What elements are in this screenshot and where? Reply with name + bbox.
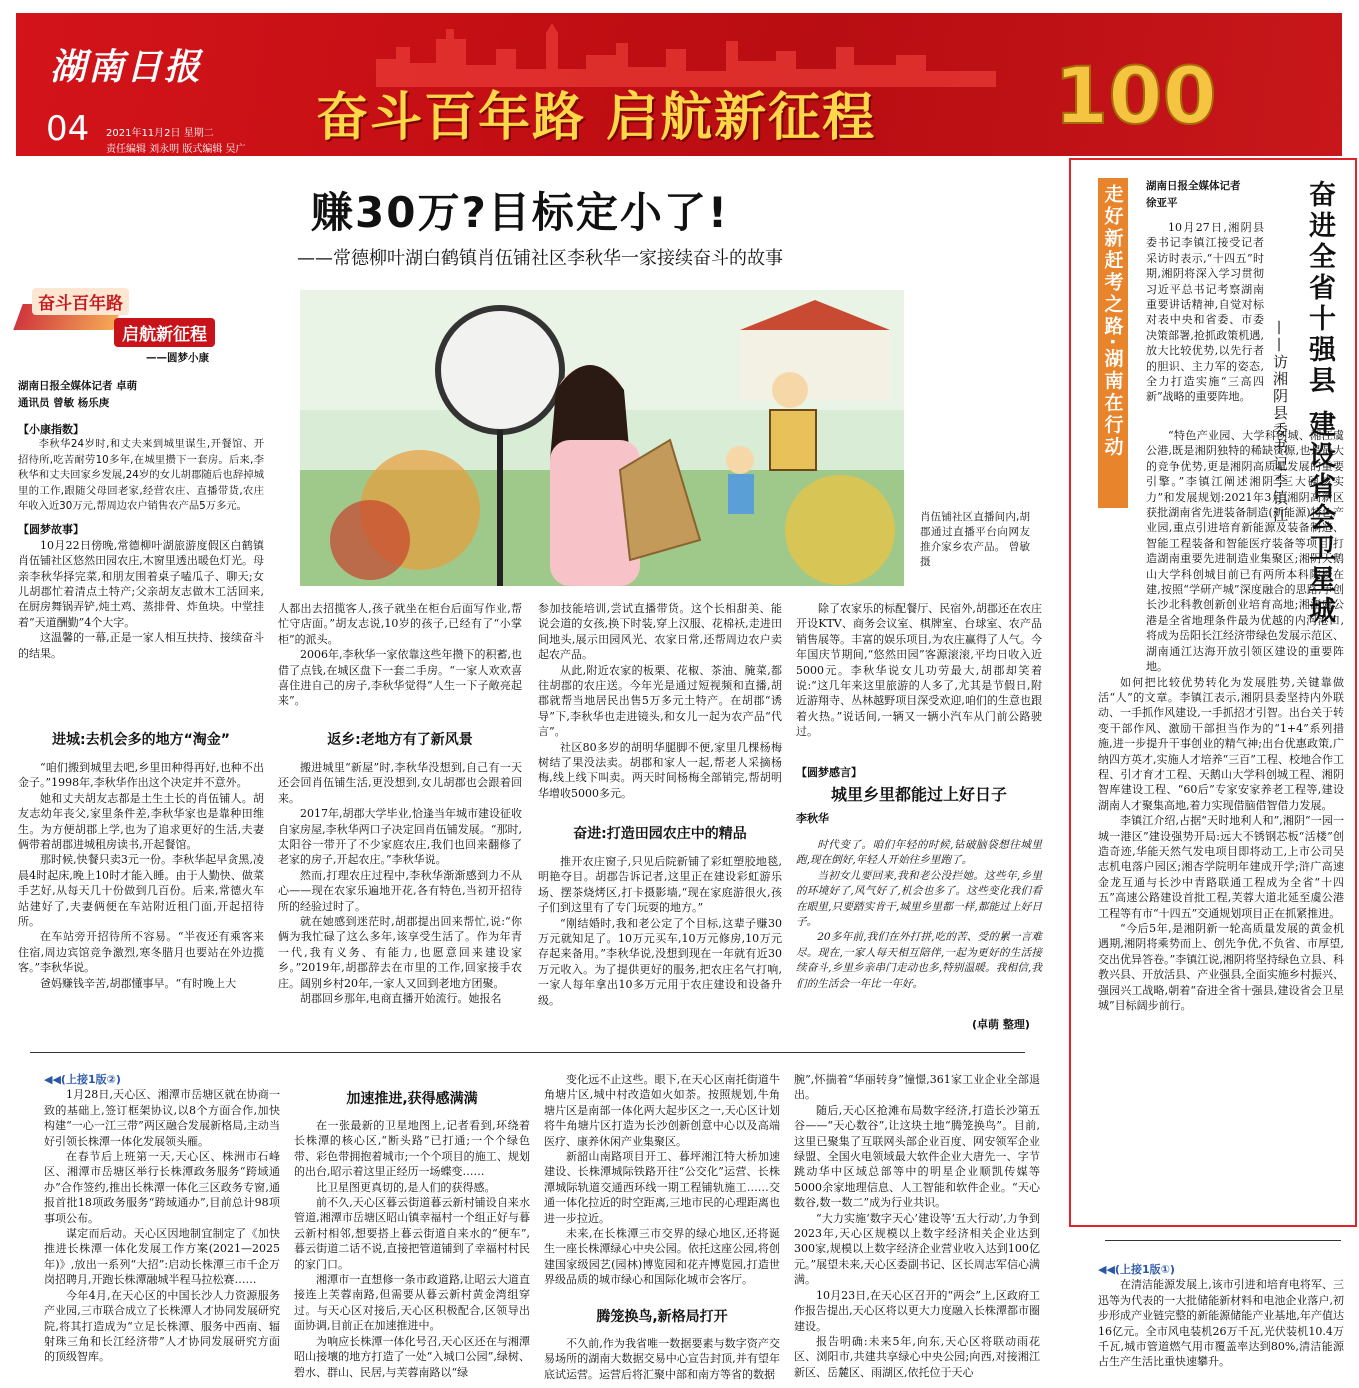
paragraph: 为响应长株潭一体化号召,天心区还在与湘潭昭山接壤的地方打造了一处“入城口公园”,绿树、碧水、群山、民居,与芙蓉南路以“绿 (294, 1334, 530, 1379)
paragraph: 人都出去招揽客人,孩子就坐在柜台后面写作业,帮忙守店面。”胡友志说,10岁的孩子,已经有了“小掌柜”的派头。 (278, 602, 522, 646)
side-col-body (1098, 428, 1344, 1218)
article-col-1-top (18, 378, 264, 670)
subheading-b3: 腾笼换鸟,新格局打开 (596, 1309, 728, 1325)
paragraph: 新韶山南路项目开工、暮坪湘江特大桥加速建设、长株潭城际铁路开往“公交化”运营、长株潭城际轨道交通西环线一期工程铺轨施工……交通一体化拉近的时空距离,三地市民的心理距离也进一步拉近。 (544, 1150, 780, 1225)
editor-note: (卓萌 整理) (972, 1018, 1030, 1031)
paragraph: 在一张最新的卫星地图上,记者看到,环绕着长株潭的核心区,“断头路”已打通;一个个绿色带、彩色带拥抱着城市;一个个项目的施工、规划的出台,昭示着这里正经历一场蝶变…… (294, 1119, 530, 1179)
page-number: 04 (46, 109, 90, 149)
feeling-text (796, 838, 1042, 1018)
bottom-col-2 (294, 1118, 530, 1388)
paragraph: 比卫星图更真切的,是人们的获得感。 (316, 1180, 496, 1194)
centenary-100-badge (1046, 31, 1217, 151)
article-col-2-top (278, 601, 522, 713)
paragraph: 10月27日,湘阴县委书记李镇江接受记者采访时表示,“十四五”时期,湘阴将深入学习贯彻习近平总书记考察湖南重要讲话精神,自觉对标对表中央和省委、市委决策部署,抢抓政策机遇,放大比较优势,以先行者的胆识、主力军的姿态,全力打造实施“三高四新”战略的重要阵地。 (1146, 221, 1264, 404)
paragraph: 参加技能培训,尝试直播带货。这个长相甜美、能说会道的女孩,换下时装,穿上汉服、花棉袄,走进田间地头,展示田园风光、农家日常,还帮周边农户卖起农产品。 (538, 602, 782, 662)
paragraph: 2017年,胡郡大学毕业,恰逢当年城市建设征收自家房屋,李秋华两口子决定回肖伍铺发展。“那时,太阳谷一带开了不少家庭农庄,我们也回来翻修了老家的房子,开起农庄。”李秋华说。 (278, 807, 522, 867)
paragraph: 今年4月,在天心区的中国长沙人力资源服务产业园,三市联合成立了长株潭人才协同发展研究院,将其打造成为“立足长株潭、服务中西南、辐射珠三角和长江经济带”人才协同发展研究方面的顶级智库。 (44, 1288, 280, 1364)
paragraph: 前不久,天心区暮云街道暮云新村铺设自来水管道,湘潭市岳塘区昭山镇幸福村一个组正好与暮云新村相邻,想要搭上暮云街道自来水的“便车”,暮云街道二话不说,直接把管道铺到了幸福村村民的家门口。 (294, 1196, 530, 1271)
paragraph: 除了农家乐的标配餐厅、民宿外,胡郡还在农庄开设KTV、商务会议室、棋牌室、台球室、农产品销售展等。丰富的娱乐项目,为农庄赢得了人气。今年国庆节期间,“悠然田园”客源滚滚,平均日收入近5000元。李秋华说女儿功劳最大,胡郡却笑着说:“这几年来这里旅游的人多了,尤其是节假日,附近游翔寺、丛林越野项目深受欢迎,咱们的生意也跟着火热。”说话间,一辆又一辆小汽车从门前公路驶过。 (796, 602, 1042, 739)
paragraph: 胡郡回乡那年,电商直播开始流行。她报名 (300, 992, 502, 1006)
newspaper-name: 湖南日报 (50, 46, 203, 88)
paragraph: 1月28日,天心区、湘潭市岳塘区就在协商一致的基础上,签订框架协议,以8个方面合作,加快构建“一心一江三带”两区融合发展新格局,主动当好引领长株潭一体化发展领头雁。 (44, 1088, 280, 1148)
paragraph: 这温馨的一幕,正是一家人相互扶持、接续奋斗的结果。 (18, 631, 264, 660)
logo-line-1: 奋斗百年路 (32, 288, 129, 315)
divider-line (30, 1052, 1025, 1053)
article-col-4-top (796, 601, 1042, 751)
paragraph: “咱们搬到城里去吧,乡里田种得再好,也种不出金子。”1998年,李秋华作出这个决定并不意外。 (18, 761, 264, 790)
side-headline: 奋进全省十强县 建设省会卫星城 (1304, 180, 1335, 628)
side-byline-2: 徐亚平 (1146, 197, 1178, 209)
paragraph: 2006年,李秋华一家依靠这些年攒下的积蓄,也借了点钱,在城区盘下一套二手房。“一家人欢欢喜喜住进自己的房子,李秋华觉得“人生一下子敞亮起来”。 (278, 648, 522, 708)
article-col-3-top (538, 601, 782, 813)
paragraph: 在清洁能源发展上,该市引进和培育电将军、三迅等为代表的一大批储能新材料和电池企业落户,初步形成产业链完整的新能源储能产业基地,年产值达16亿元。全市风电装机26万千瓦,光伏装机10.4万千瓦,城市管道燃气用市覆盖率达到80%,清洁能源占生产生活比重快速攀升。 (1098, 1278, 1344, 1369)
paragraph: 未来,在长株潭三市交界的绿心地区,还将诞生一座长株潭绿心中央公园。依托这座公园,将创建国家级园艺(园林)博览园和花卉博览园,打造世界级品质的城市绿心和国际化城市会客厅。 (544, 1227, 780, 1287)
paragraph: 不久前,作为我省唯一数据要素与数字资产交易场所的湖南大数据交易中心宣告封顶,并有望年底试运营。运营后将汇聚中部和南方等省的数据 (544, 1337, 780, 1381)
bottom-col-3-top (544, 1072, 780, 1294)
paragraph: 腕”,怀揣着“华丽转身”憧憬,361家工业企业全部退出。 (794, 1073, 1040, 1102)
byline-reporter: 湖南日报全媒体记者 卓萌 (18, 380, 138, 392)
article-col-1-bottom (18, 760, 264, 1032)
paragraph: 湘潭市一直想修一条市政道路,让昭云大道直接连上芙蓉南路,但需要从暮云新村黄金湾组穿过。与天心区对接后,天心区积极配合,区领导出面协调,目前正在加速推进中。 (294, 1273, 530, 1333)
paragraph: 如何把比较优势转化为发展胜势,关键靠做活“人”的文章。李镇江表示,湘阴县委坚持内外联动、一手抓作风建设,一手抓招才引智。出台关于转变干部作风、激励干部担当作为的“1+4”系列措施,进一步提升干事创业的精气神;出台优惠政策,广纳四方英才,实施人才培养“三百”工程、校地合作工程、引才育才工程、天鹅山大学科创城工程、湘阴智库建设工程、“60后”专家安家养老工程等,建设湖南人才聚集高地,着力实现借脑借智借力发展。 (1098, 675, 1344, 812)
paragraph: 当初女儿要回来,我和老公没拦她。这些年,乡里的环境好了,风气好了,机会也多了。这些变化我们看在眼里,只要踏实肯干,城里乡里都一样,都能过上好日子。 (796, 869, 1042, 929)
paragraph: 时代变了。咱们年轻的时候,钻破脑袋想往城里跑,现在倒好,年轻人开始往乡里跑了。 (796, 839, 1042, 867)
banner-slogan: 奋斗百年路 启航新征程 (316, 88, 877, 148)
paragraph: 搬进城里“新屋”时,李秋华没想到,自己有一天还会回肖伍铺生活,更没想到,女儿胡郡也会跟着回来。 (278, 761, 522, 805)
subheading-b2: 加速推进,获得感满满 (346, 1091, 478, 1107)
paragraph: “刚结婚时,我和老公定了个目标,这辈子赚30万元就知足了。10万元买车,10万元修房,10万元存起来备用。”李秋华说,没想到现在一年就有近30万元收入。为了提供更好的服务,把农庄名气打响,一家人每年拿出10多万元用于农庄建设和设备升级。 (538, 916, 782, 1007)
paragraph: 爸妈赚钱辛苦,胡郡懂事早。“有时晚上大 (40, 976, 237, 990)
paragraph: “特色产业园、大学科创城、湘江虞公港,既是湘阴独特的稀缺资源,也是最大的竞争优势,更是湘阴高质量发展的重要引擎。”李镇江阐述湘阴“三大硬核实力”和发展规划:2021年3月,湘阴高新区获批湖南省先进装备制造(新能源)特色产业园,重点引进培育新能源及装备制造、智能工程装备和智能医疗装备等项目,打造湖南重要先进制造业集聚区;湘阴天鹅山大学科创城目前已有两所本科院校在建,按照“学研产城”深度融合的思路,争创长沙北科教创新创业培育高地;湘江虞公港是全省地理条件最为优越的内河港口,将成为岳阳长江经济带绿色发展示范区、湖南通江达海开放引领区建设的重要阵地。 (1146, 429, 1344, 674)
paragraph: 那时候,快餐只卖3元一份。李秋华起早贪黑,凌晨4时起床,晚上10时才能入睡。由于人勤快、做菜手艺好,从每天几十份做到几百份。后来,常德火车站建好了,夫妻俩便在车站附近租门面,开起招待所。 (18, 853, 264, 929)
article-col-3-bottom (538, 854, 782, 1032)
paragraph: “大力实施‘数字天心’建设等‘五大行动’,力争到2023年,天心区规模以上数字经济相关企业达到300家,规模以上数字经济企业营业收入达到100亿元。”展望未来,天心区委副书记、区长周志军信心满满。 (794, 1211, 1040, 1287)
paragraph: 李秋华24岁时,和丈夫来到城里谋生,开餐馆、开招待所,吃苦耐劳10多年,在城里攒下一套房。后来,李秋华和丈夫回家乡发展,24岁的女儿胡郡随后也辞掉城里的工作,跟随父母回老家,经营农庄、直播带货,农庄年收入近30万元,帮周边农户销售农产品5万多元。 (18, 438, 264, 513)
headline: 赚30万?目标定小了! (311, 188, 729, 237)
paragraph: “今后5年,是湘阴新一轮高质量发展的黄金机遇期,湘阴将乘势而上、创先争优,不负省、市厚望,交出优异答卷。”李镇江说,湘阴将坚持绿色立县、科教兴县、开放活县、产业强县,全面实施乡村振兴、强园兴工战略,朝着“奋进全省十强县,建设省会卫星城”目标阔步前行。 (1098, 922, 1344, 1013)
subheading-1: 进城:去机会多的地方“淘金” (51, 732, 230, 748)
logo-theme: ——圆梦小康 (146, 352, 209, 364)
livestream-photo (300, 290, 904, 586)
paragraph: 在春节后上班第一天,天心区、株洲市石峰区、湘潭市岳塘区举行长株潭政务服务“跨域通办”合作签约,推出长株潭一体化三区政务专窗,通报首批18项政务服务“跨域通办”,目前总计98项事项公布。 (44, 1150, 280, 1225)
paragraph: 随后,天心区抢滩布局数字经济,打造长沙第五谷——“天心数谷”,让这块土地“腾笼换鸟”。目前,这里已聚集了互联网头部企业百度、网安领军企业绿盟、全国火电领域最大软件企业大唐先一、字节跳动华中区域总部等中的明星企业顺凯传媒等5000余家地理信息、人工智能和软件企业。“天心数谷,数一数二”成为行业共识。 (794, 1103, 1040, 1210)
side-subheadline: ——访湘阴县委书记李镇江 (1271, 320, 1289, 524)
paragraph: 李镇江介绍,占据“天时地利人和”,湘阴“一园一城一港区”建设强势开局:远大不锈钢芯板“活楼”创造奇迹,华能天然气发电项目即将动工,上市公司吴志机电落户园区;湘杏学院明年建成开学;浒广高速金龙互通与长沙中青路联通工程成为全省“十四五”高速公路建设首批工程,芙蓉大道北延至虞公港工程等有市“十四五”交通规划项目正在抓紧推进。 (1098, 814, 1344, 920)
continued-from-tag: ◀◀(上接1版①) (1098, 1263, 1175, 1276)
paragraph: 20多年前,我们在外打拼,吃的苦、受的累一言难尽。现在,一家人每天相互陪伴,一起为更好的生活接续奋斗,乡里乡亲串门走动也多,特别温暖。我相信,我们的生活会一年比一年好。 (796, 931, 1042, 990)
article-col-2-bottom (278, 760, 522, 1032)
paragraph: 报告明确:未来5年,向东,天心区将联动雨花区、浏阳市,共建共享绿心中央公园;向西,对接湘江新区、岳麓区、雨湖区,依托位于天心 (794, 1334, 1040, 1379)
section-logo (18, 288, 238, 364)
paragraph: 推开农庄窗子,只见后院新铺了彩虹塑胶地毯,明艳夺目。胡郡告诉记者,这里正在建设彩虹游乐场、摆茶烧烤区,打卡摄影墙,“现在家庭游很火,孩子们到这里有了专门玩耍的地方。” (538, 855, 782, 915)
feeling-title: 城里乡里都能过上好日子 (830, 785, 1007, 804)
paragraph: 然而,打理农庄过程中,李秋华渐渐感到力不从心——现在农家乐遍地开花,各有特色,当初开招待所的经验过时了。 (278, 868, 522, 913)
paragraph: 社区80多岁的胡明华腿脚不便,家里几棵杨梅树结了果没法卖。胡郡和家人一起,帮老人采摘杨梅,线上线下叫卖。两天时间杨梅全部销完,帮胡明华增收5000多元。 (538, 740, 782, 800)
divider-line (1105, 1240, 1341, 1241)
bottom-col-1 (44, 1072, 280, 1388)
byline-correspondents: 通讯员 曾敏 杨乐庚 (18, 397, 110, 409)
masthead-banner (16, 13, 1342, 156)
tag-feeling: 【圆梦感言】 (796, 766, 862, 779)
paragraph: 在车站旁开招待所不容易。“半夜还有乘客来住宿,周边宾馆竞争激烈,寒冬腊月也要站在外边揽客。”李秋华说。 (18, 930, 264, 975)
paragraph: 她和丈夫胡友志都是土生土长的肖伍铺人。胡友志幼年丧父,家里条件差,李秋华家也是靠种田维生。为方便胡郡上学,也为了追求更好的生活,夫妻俩带着胡郡进城租房读书,开起餐馆。 (18, 791, 264, 852)
subheading-3: 奋进:打造田园农庄中的精品 (573, 826, 747, 842)
editors-line: 责任编辑 刘永明 版式编辑 吴广 (106, 144, 246, 155)
paragraph: 谋定而后动。天心区因地制宜制定了《加快推进长株潭一体化发展工作方案(2021—2025年)》,放出一系列“大招”:启动长株潭三市千企万岗招聘月,开跑长株潭融城半程马拉松赛…… (44, 1227, 280, 1287)
photo-caption: 肖伍铺社区直播间内,胡郡通过直播平台向网友推介家乡农产品。 曾敏 摄 (920, 511, 1030, 568)
bottom-col-3-bottom (544, 1336, 780, 1388)
subheading-2: 返乡:老地方有了新风景 (327, 732, 473, 748)
date-line: 2021年11月2日 星期二 (106, 128, 214, 139)
paragraph: 从此,附近农家的板栗、花椒、茶油、腌菜,都往胡郡的农庄送。今年光是通过短视频和直播,胡郡就帮当地居民出售5万多元土特产。在胡郡“诱导”下,李秋华也走进镜头,和女儿一起为农产品“代言”。 (538, 663, 782, 739)
feeling-author: 李秋华 (796, 812, 829, 825)
paragraph: 变化远不止这些。眼下,在天心区南托街道牛角塘片区,城中村改造如火如荼。按照规划,牛角塘片区是南部一体化两大起步区之一,天心区计划将牛角塘片区打造为长沙创新创意中心以及高端医疗、康养休闲产业集聚区。 (544, 1073, 780, 1148)
badge-text: 100 (1054, 52, 1217, 142)
tag-index: 【小康指数】 (18, 423, 84, 436)
paragraph: 就在她感到迷茫时,胡郡提出回来帮忙,说:“你俩为我忙碌了这么多年,该享受生活了。作为年青一代,我有义务、有能力,也愿意回来建设家乡。”2019年,胡郡辞去在市里的工作,回家接手农庄。阔别乡村20年,一家人又回到老地方团聚。 (278, 915, 522, 990)
tag-story: 【圆梦故事】 (18, 523, 84, 537)
subheadline: ——常德柳叶湖白鹤镇肖伍铺社区李秋华一家接续奋斗的故事 (297, 248, 783, 269)
paragraph: 10月22日傍晚,常德柳叶湖旅游度假区白鹤镇肖伍铺社区悠然田园农庄,木窗里透出暖色灯光。母亲李秋华择完菜,和朋友围着桌子嗑瓜子、聊天;女儿胡郡忙着清点土特产;父亲胡友志做木工活回来,在厨房舞锅弄铲,炖土鸡、蒸排骨、炸鱼块。中堂挂着“天道酬勤”4个大字。 (18, 538, 264, 629)
bottom-col-5 (1098, 1262, 1344, 1388)
paragraph: 10月23日,在天心区召开的“两会”上,区政府工作报告提出,天心区将以更大力度融入长株潭都市圈建设。 (794, 1288, 1040, 1333)
logo-line-2: 启航新征程 (114, 318, 215, 347)
column-label: 走好新赶考之路·湖南在行动 (1101, 184, 1124, 459)
bottom-col-4 (794, 1072, 1040, 1388)
continued-from-tag: ◀◀(上接1版②) (44, 1073, 121, 1086)
side-byline-1: 湖南日报全媒体记者 (1146, 180, 1241, 192)
